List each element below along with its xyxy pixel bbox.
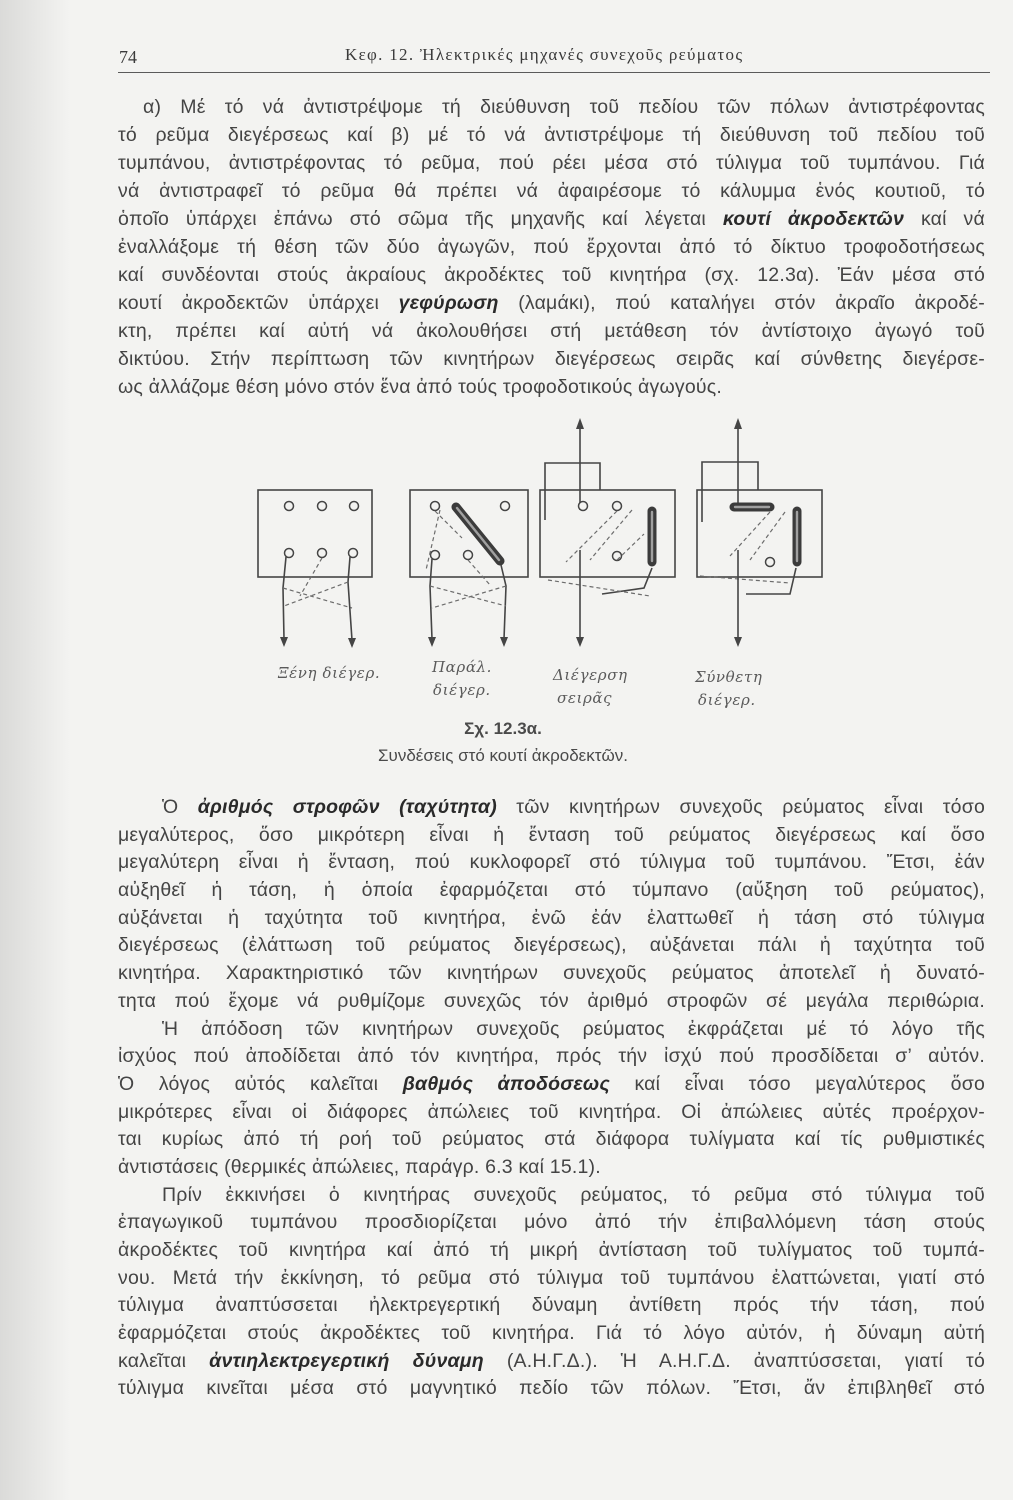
text-line [118, 1348, 985, 1376]
internal-wire [730, 512, 770, 556]
line-text: Ὁ λόγος αὐτός καλεῖται [118, 1072, 403, 1095]
jumper-link-highlight [457, 508, 499, 560]
text-line: ται κυρίως ἀπό τή ροή τοῦ ρεύματος στά διάφορα τυλίγματα καί τίς ρυθμιστικές [118, 1128, 985, 1151]
emphasis-term: ἀριθμός στροφῶν (ταχύτητα) [197, 796, 497, 818]
text-line: κτη, πρέπει καί αὐτή νά ἀκολουθήσει στή μετάθεση τόν ἀντίστοιχο ἀγωγό τοῦ [118, 320, 985, 342]
text-line: ἰσχύος πού ἀποδίδεται ἀπό τόν κινητήρα, πρός τήν ἰσχύ πού προσδίδεται σ’ αὐτόν. [118, 1045, 985, 1068]
text-line: καί συνδέονται στούς ἀκραίους ἀκροδέκτες τοῦ κινητήρα (σχ. 12.3α). Ἐάν μέσα στό [118, 264, 985, 286]
terminal [464, 551, 473, 560]
line-text: καί νά [904, 208, 985, 230]
figure-number: Σχ. 12.3α. [464, 719, 542, 738]
line-text: καί εἶναι τόσο μεγαλύτερος ὅσο [609, 1072, 985, 1095]
label-series-excitation: Διέγερση [553, 666, 628, 684]
internal-wire [468, 560, 490, 585]
arrow-down-icon [576, 637, 584, 647]
internal-wire [750, 512, 785, 560]
terminal [431, 502, 440, 511]
line-text: (Α.Η.Γ.Δ.). Ἡ Α.Η.Γ.Δ. ἀναπτύσσεται, γιατί τό [483, 1349, 985, 1372]
internal-wire [432, 586, 506, 608]
arrow-down-icon [280, 637, 288, 647]
text-line: Πρίν ἐκκινήσει ὁ κινητήρας συνεχοῦς ρεύματος, τό ρεῦμα στό τύλιγμα τοῦ [162, 1183, 985, 1206]
terminal [318, 502, 327, 511]
text-line: νου. Μετά τήν ἐκκίνηση, τό ρεῦμα στό τύλιγμα τοῦ τυμπάνου ἐλαττώνεται, γιατί στό [118, 1266, 985, 1289]
text-line: τό ρεῦμα διεγέρσεως καί β) μέ τό νά ἀντιστρέψομε τή διεύθυνση τοῦ πεδίου τοῦ [118, 124, 985, 146]
text-line: ἀντιστάσεις (θερμικές ἀπώλειες, παράγρ. 6.3 καί 15.1). [118, 1155, 601, 1178]
line-text: καλεῖται [118, 1349, 210, 1372]
text-line: μεγαλύτερος, ὅσο μικρότερη εἶναι ἡ ἔνταση τοῦ ρεύματος διεγέρσεως καί ὅσο [118, 823, 985, 846]
line-text: (λαμάκι), πού καταλήγει στόν ἀκραῖο ἀκροδέ- [498, 292, 985, 314]
label-shunt-excitation: διέγερ. [433, 681, 491, 699]
terminal-box-outline [410, 490, 528, 577]
arrow-down-icon [428, 637, 436, 647]
paragraph-1 [118, 93, 985, 401]
terminal [431, 551, 440, 560]
terminal [285, 502, 294, 511]
line-text: κουτί ἀκροδεκτῶν ὑπάρχει [118, 292, 399, 314]
emphasis-term: ἀντιηλεκτρεγερτική δύναμη [209, 1349, 484, 1372]
text-line: ως ἀλλάζομε θέση μόνο στόν ἕνα ἀπό τούς τροφοδοτικούς ἀγωγούς. [118, 376, 722, 398]
text-line: αὐξηθεῖ ἡ τάση, ἡ ὁποία ἐφαρμόζεται στό τύμπανο (αὔξηση τοῦ ρεύματος), [118, 879, 985, 902]
internal-wire [602, 568, 652, 594]
text-line: τητα πού ἔχομε νά ρυθμίζομε συνεχῶς τόν ἀριθμό στροφῶν σέ μεγάλα περιθώρια. [118, 989, 985, 1012]
text-line: ἐπαγωγικοῦ τυμπάνου προσδιορίζεται μόνο ἀπό τήν ἐπιβαλλόμενη τάση στούς [118, 1211, 985, 1234]
text-line: μικρότερες εἶναι οἱ διάφορες ἀπώλειες τοῦ κινητήρα. Οἱ ἀπώλειες αὐτές προέρχον- [118, 1100, 985, 1123]
text-line: ἐναλλάξομε τή θέση τῶν δύο ἀγωγῶν, πού ἔρχονται ἀπό τό δίκτυο τροφοδοτήσεως [118, 236, 985, 258]
text-line: ἀκροδέκτες τοῦ κινητήρα καί ἀπό τή μικρή ἀντίσταση τοῦ τυλίγματος τοῦ τυμπά- [118, 1239, 985, 1261]
arrow-down-icon [500, 637, 508, 647]
text-line [118, 289, 985, 317]
terminal [613, 552, 622, 561]
arrow-down-icon [348, 638, 356, 648]
emphasis-term: γεφύρωση [398, 292, 499, 314]
label-compound-excitation: Σύνθετη [695, 668, 763, 686]
text-line [118, 1071, 985, 1099]
internal-wire [284, 582, 348, 606]
text-line: τυμπάνου, ἀντιστρέφοντας τό ρεῦμα, πού ρέει μέσα στό τύλιγμα τοῦ τυμπάνου. Γιά [118, 152, 985, 174]
terminal [766, 558, 775, 567]
terminal [349, 549, 358, 558]
supply-wire [348, 557, 352, 640]
external-wire [702, 462, 758, 522]
text-line [118, 794, 985, 822]
line-text: ὁποῖο ὑπάρχει ἐπάνω στό σῶμα τῆς μηχανῆς καί λέγεται [118, 208, 723, 230]
shunt-excitation-diagram [410, 490, 528, 647]
scan-shadow [0, 0, 70, 1500]
header-rule [118, 72, 990, 73]
terminal [501, 502, 510, 511]
text-line: αὐξάνεται ἡ ταχύτητα τοῦ κινητήρα, ἐνῶ ἐάν ἐλαττωθεῖ ἡ τάση στό τύλιγμα [118, 906, 985, 929]
arrow-up-icon [576, 418, 584, 429]
supply-wire [501, 565, 506, 639]
internal-wire [426, 510, 440, 570]
terminal [579, 502, 588, 511]
line-text: Ὁ [162, 796, 198, 818]
text-line: τύλιγμα κινεῖται μέσα στό μαγνητικό πεδίο τῶν πόλων. Ἔτσι, ἄν ἐπιβληθεῖ στό [118, 1377, 985, 1400]
supply-wire [283, 557, 286, 639]
label-compound-excitation: διέγερ. [698, 691, 756, 709]
text-line: κινητήρα. Χαρακτηριστικό τῶν κινητήρων συνεχοῦς ρεύματος ἀποτελεῖ ἡ δυνατό- [118, 962, 985, 985]
compound-excitation-diagram [697, 418, 822, 647]
figure-caption: Συνδέσεις στό κουτί ἀκροδεκτῶν. [378, 746, 628, 765]
text-line: ἐφαρμόζεται στούς ἀκροδέκτες τοῦ κινητήρα. Γιά τό λόγο αὐτόν, ἡ δύναμη αὐτή [118, 1322, 985, 1345]
internal-wire [430, 586, 506, 606]
terminal [350, 502, 359, 511]
label-series-excitation: σειρᾶς [557, 689, 613, 707]
terminal [285, 549, 294, 558]
label-shunt-excitation: Παράλ. [432, 658, 493, 676]
text-line: α) Μέ τό νά ἀντιστρέψομε τή διεύθυνση τοῦ πεδίου τῶν πόλων ἀντιστρέφοντας [143, 96, 985, 118]
internal-wire [283, 588, 352, 608]
external-wire [545, 463, 600, 520]
separate-excitation-diagram [258, 490, 372, 648]
emphasis-term: βαθμός ἀποδόσεως [402, 1072, 610, 1095]
internal-wire [548, 580, 650, 596]
terminal-box-diagram [230, 410, 850, 665]
terminal [318, 549, 327, 558]
line-text: τῶν κινητήρων συνεχοῦς ρεύματος εἶναι τόσο [496, 796, 985, 818]
arrow-down-icon [734, 637, 742, 647]
text-line: μεγαλύτερη εἶναι ἡ ἔνταση, πού κυκλοφορεῖ στό τύλιγμα τοῦ τυμπάνου. Ἔτσι, ἐάν [118, 851, 985, 874]
page-number: 74 [119, 47, 137, 67]
body-text [118, 794, 985, 1403]
text-line: Ἡ ἀπόδοση τῶν κινητήρων συνεχοῦς ρεύματος ἐκφράζεται μέ τό λόγο τῆς [162, 1017, 985, 1040]
series-excitation-diagram [540, 418, 675, 647]
running-title: Κεφ. 12. Ἠλεκτρικές μηχανές συνεχοῦς ρεύματος [345, 45, 744, 64]
text-line: διεγέρσεως (ἐλάττωση τοῦ ρεύματος διεγέρσεως), αὐξάνεται πάλι ἡ ταχύτητα τοῦ [118, 934, 985, 957]
text-line: τύλιγμα ἀναπτύσσεται ἠλεκτρεγερτική δύναμη ἀντίθετη πρός τήν τάση, πού [118, 1294, 985, 1317]
label-separate-excitation: Ξένη διέγερ. [278, 664, 381, 682]
arrow-up-icon [734, 418, 742, 429]
supply-wire [430, 559, 432, 639]
terminal [613, 502, 622, 511]
internal-wire [566, 511, 617, 562]
text-line: δικτύου. Στήν περίπτωση τῶν κινητήρων διεγέρσεως σειρᾶς καί σύνθετης διεγέρσε- [118, 348, 985, 370]
emphasis-term: κουτί ἀκροδεκτῶν [722, 208, 905, 230]
text-line: νά ἀντιστραφεῖ τό ρεῦμα θά πρέπει νά ἀφαιρέσομε τό κάλυμμα ἑνός κουτιοῦ, τό [118, 180, 985, 202]
text-line [118, 205, 985, 233]
